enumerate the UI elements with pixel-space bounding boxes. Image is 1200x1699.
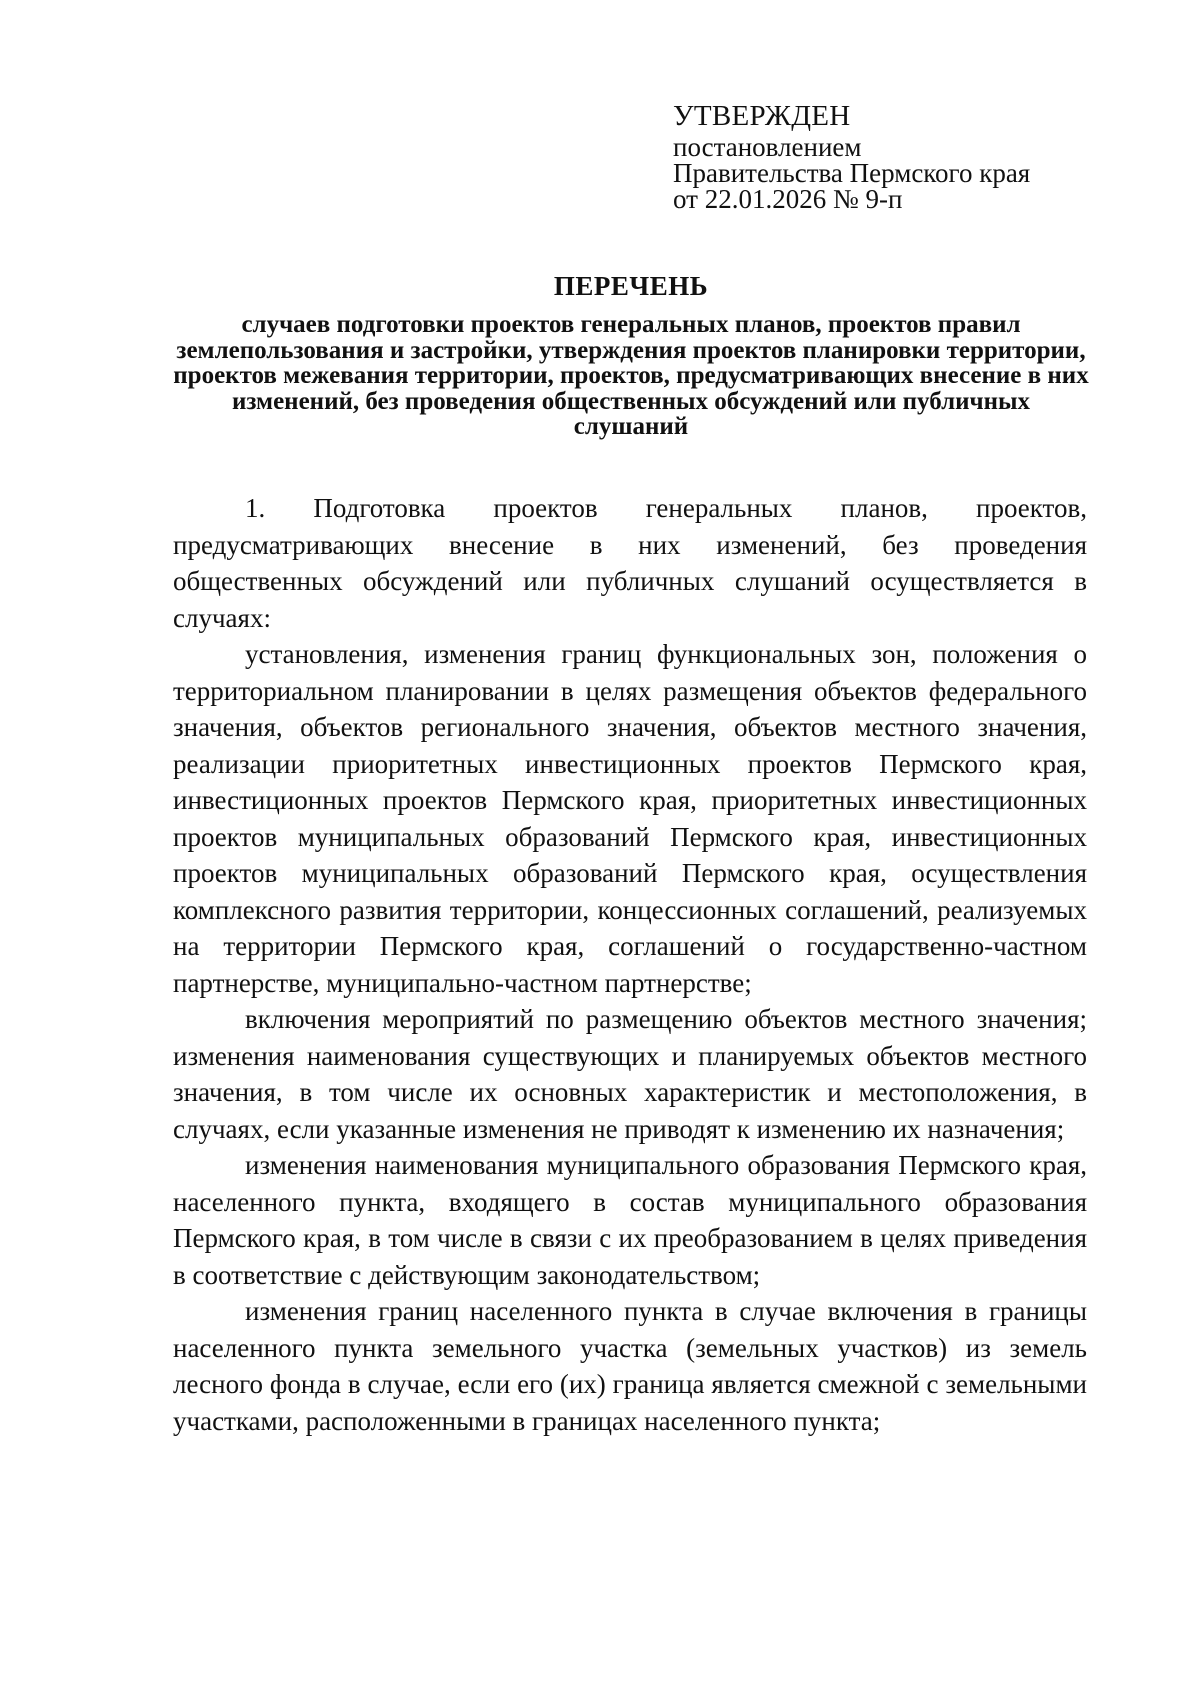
document-subtitle: случаев подготовки проектов генеральных планов, проектов правил землепользования и застройки, утверждения проектов планировки территории, проектов межевания территории, проектов, предусматривающих внесение в них изменений, без проведения общественных обсуждений или публичных слушаний: [173, 311, 1089, 440]
document-title: ПЕРЕЧЕНЬ: [553, 271, 709, 301]
paragraph-4: изменения наименования муниципального образования Пермского края, населенного пункта, входящего в состав муниципального образования Пермского края, в том числе в связи с их преобразованием в целях приведения в соответствие с действующим законодательством;: [173, 1150, 1087, 1290]
approval-line-2: Правительства Пермского края: [673, 158, 1031, 188]
paragraph-2: установления, изменения границ функциональных зон, положения о территориальном планировании в целях размещения объектов федерального значения, объектов регионального значения, объектов местного значения, реализации приоритетных инвестиционных проектов Пермского края, инвестиционных проектов Пермского края, приоритетных инвестиционных проектов муниципальных образований Пермского края, инвестиционных проектов муниципальных образований Пермского края, осуществления комплексного развития территории, концессионных соглашений, реализуемых на территории Пермского края, соглашений о государственно-частном партнерстве, муниципально-частном партнерстве;: [173, 639, 1087, 998]
approval-block: [673, 98, 1093, 212]
paragraph-5: изменения границ населенного пункта в случае включения в границы населенного пункта земельного участка (земельных участков) из земель лесного фонда в случае, если его (их) граница является смежной с земельными участками, расположенными в границах населенного пункта;: [173, 1296, 1087, 1436]
paragraph-1: 1. Подготовка проектов генеральных планов, проектов, предусматривающих внесение в них изменений, без проведения общественных обсуждений или публичных слушаний осуществляется в случаях:: [173, 493, 1087, 633]
approval-stamp: УТВЕРЖДЕН: [673, 100, 851, 132]
approval-line-3: от 22.01.2026 № 9-п: [673, 184, 903, 214]
document-body: [173, 490, 1087, 1439]
approval-line-1: постановлением: [673, 132, 862, 162]
paragraph-3: включения мероприятий по размещению объектов местного значения; изменения наименования существующих и планируемых объектов местного значения, в том числе их основных характеристик и местоположения, в случаях, если указанные изменения не приводят к изменению их назначения;: [173, 1004, 1087, 1144]
